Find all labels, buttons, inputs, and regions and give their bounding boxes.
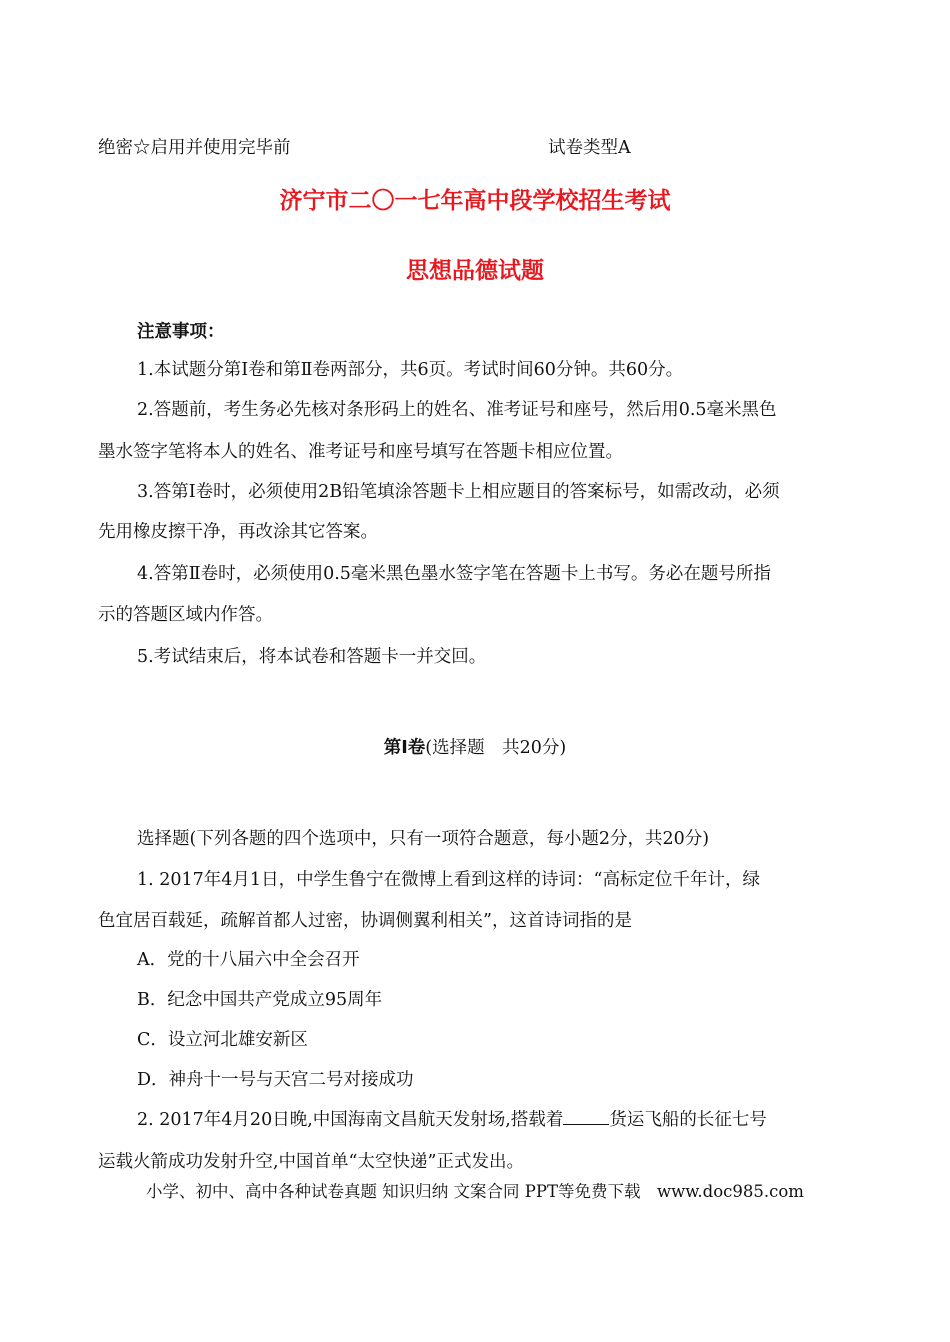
question-1-line-1: 1. 2017年4月1日，中学生鲁宁在微博上看到这样的诗词：“高标定位千年计，绿 xyxy=(137,870,761,890)
section-title-rest: (选择题 共20分) xyxy=(425,738,567,758)
footer-banner: 小学、初中、高中各种试卷真题 知识归纳 文案合同 PPT等免费下载 www.doc985.com xyxy=(146,1182,804,1201)
notice-item-2-line-1: 2.答题前，考生务必先核对条形码上的姓名、准考证号和座号，然后用0.5毫米黑色 xyxy=(137,400,777,420)
question-1-line-2: 色宜居百载延，疏解首都人过密，协调侧翼利相关”，这首诗词指的是 xyxy=(98,911,632,931)
notice-item-4-line-1: 4.答第Ⅱ卷时，必须使用0.5毫米黑色墨水签字笔在答题卡上书写。务必在题号所指 xyxy=(137,564,771,584)
confidential-label: 绝密☆启用并使用完毕前 xyxy=(98,138,291,158)
question-2-line-1 xyxy=(137,1108,767,1132)
answer-blank xyxy=(563,1110,609,1125)
paper-type-label: 试卷类型A xyxy=(548,138,631,158)
notice-item-2-line-2: 墨水签字笔将本人的姓名、准考证号和座号填写在答题卡相应位置。 xyxy=(98,442,623,462)
question-1-option-a: A．党的十八届六中全会召开 xyxy=(137,950,360,970)
exam-title: 济宁市二〇一七年高中段学校招生考试 xyxy=(279,188,671,214)
question-2-text-before-blank: 2. 2017年4月20日晚,中国海南文昌航天发射场,搭载着 xyxy=(137,1110,564,1130)
question-2-text-after-blank: 货运飞船的长征七号 xyxy=(609,1110,767,1130)
section-instructions: 选择题(下列各题的四个选项中，只有一项符合题意，每小题2分，共20分) xyxy=(137,829,710,849)
notice-item-1: 1.本试题分第Ⅰ卷和第Ⅱ卷两部分，共6页。考试时间60分钟。共60分。 xyxy=(137,360,684,380)
question-1-option-d: D．神舟十一号与天宫二号对接成功 xyxy=(137,1070,414,1090)
question-2-line-2: 运载火箭成功发射升空,中国首单“太空快递”正式发出。 xyxy=(98,1152,524,1172)
section-title-bold: 第Ⅰ卷 xyxy=(383,738,426,758)
notice-item-3-line-1: 3.答第Ⅰ卷时，必须使用2B铅笔填涂答题卡上相应题目的答案标号，如需改动，必须 xyxy=(137,482,780,502)
exam-subject: 思想品德试题 xyxy=(406,258,544,284)
question-1-option-c: C．设立河北雄安新区 xyxy=(137,1030,308,1050)
question-1-option-b: B．纪念中国共产党成立95周年 xyxy=(137,990,383,1010)
notice-heading: 注意事项： xyxy=(137,322,225,342)
section-title xyxy=(0,736,950,760)
notice-item-3-line-2: 先用橡皮擦干净，再改涂其它答案。 xyxy=(98,522,378,542)
notice-item-5: 5.考试结束后，将本试卷和答题卡一并交回。 xyxy=(137,647,487,667)
notice-item-4-line-2: 示的答题区域内作答。 xyxy=(98,605,273,625)
